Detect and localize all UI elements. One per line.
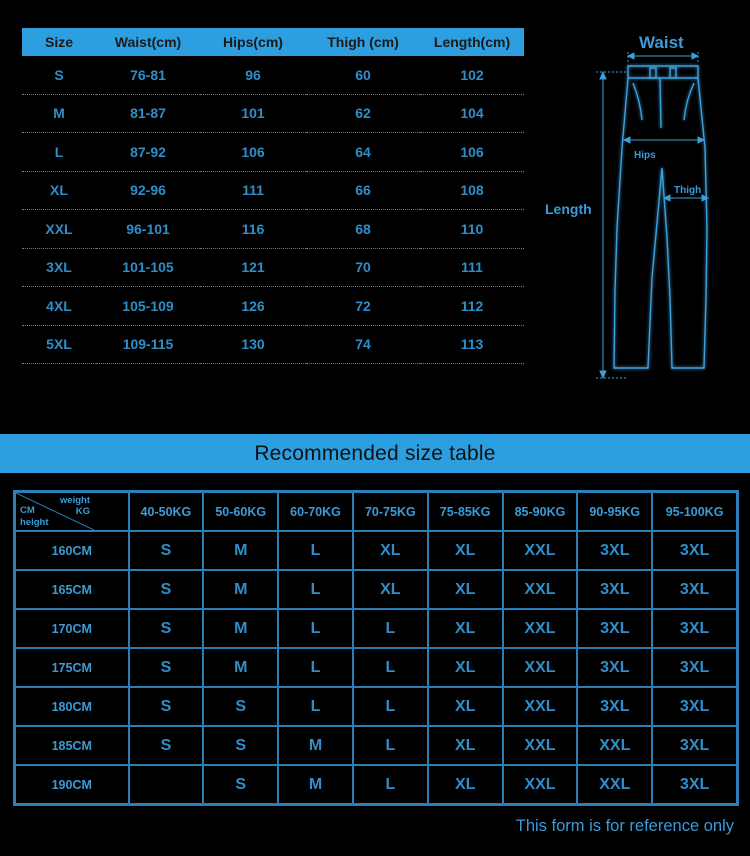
hips-label: Hips xyxy=(634,150,656,161)
corner-kg-label: KG xyxy=(75,506,90,517)
size-chart-table xyxy=(22,28,524,364)
size-cell: XXL xyxy=(22,210,96,249)
thigh-cell: 64 xyxy=(306,133,420,172)
recommended-size-cell: L xyxy=(353,609,428,648)
hips-cell: 111 xyxy=(200,171,306,210)
size-chart-row xyxy=(22,56,524,94)
recommended-size-cell: 3XL xyxy=(652,687,737,726)
recommended-size-cell: XXL xyxy=(503,765,578,804)
weight-column-header: 40-50KG xyxy=(129,492,204,531)
hips-cell: 121 xyxy=(200,248,306,287)
size-chart-row xyxy=(22,171,524,210)
size-cell: 4XL xyxy=(22,287,96,326)
height-row-header: 180CM xyxy=(15,687,129,726)
hips-cell: 96 xyxy=(200,56,306,94)
recommended-size-cell: M xyxy=(278,726,353,765)
recommended-size-cell: XL xyxy=(428,765,503,804)
header-length: Length(cm) xyxy=(420,28,524,56)
recommended-size-cell: 3XL xyxy=(577,531,652,570)
recommended-size-cell: 3XL xyxy=(577,687,652,726)
length-cell: 113 xyxy=(420,325,524,364)
recommended-size-cell: L xyxy=(278,687,353,726)
recommended-size-table xyxy=(13,490,739,806)
hips-cell: 101 xyxy=(200,94,306,133)
hips-cell: 130 xyxy=(200,325,306,364)
height-row-header: 190CM xyxy=(15,765,129,804)
thigh-cell: 74 xyxy=(306,325,420,364)
reference-footnote: This form is for reference only xyxy=(515,817,734,835)
recommended-size-cell: S xyxy=(203,765,278,804)
thigh-label: Thigh xyxy=(674,185,702,196)
recommended-row xyxy=(15,570,737,609)
height-row-header: 170CM xyxy=(15,609,129,648)
weight-column-header: 95-100KG xyxy=(652,492,737,531)
waist-cell: 76-81 xyxy=(96,56,200,94)
recommended-size-cell: S xyxy=(203,726,278,765)
recommended-size-cell: L xyxy=(278,570,353,609)
header-size: Size xyxy=(22,28,96,56)
recommended-size-cell: L xyxy=(353,648,428,687)
size-chart-row xyxy=(22,133,524,172)
recommended-size-cell: XL xyxy=(428,609,503,648)
recommended-size-cell: S xyxy=(129,687,204,726)
length-cell: 102 xyxy=(420,56,524,94)
size-cell: 3XL xyxy=(22,248,96,287)
recommended-row xyxy=(15,765,737,804)
size-cell: XL xyxy=(22,171,96,210)
recommended-size-cell: 3XL xyxy=(652,726,737,765)
weight-column-header: 75-85KG xyxy=(428,492,503,531)
recommended-size-cell: L xyxy=(278,531,353,570)
size-chart-row xyxy=(22,94,524,133)
weight-column-header: 50-60KG xyxy=(203,492,278,531)
recommended-size-cell: XXL xyxy=(503,609,578,648)
corner-cm-label: CM xyxy=(20,505,35,516)
corner-height-label: height xyxy=(20,517,49,528)
size-cell: 5XL xyxy=(22,325,96,364)
recommended-size-cell: 3XL xyxy=(652,765,737,804)
size-chart-row xyxy=(22,325,524,364)
recommended-size-cell: 3XL xyxy=(652,570,737,609)
recommended-size-cell: S xyxy=(129,570,204,609)
recommended-size-cell: M xyxy=(278,765,353,804)
height-row-header: 160CM xyxy=(15,531,129,570)
thigh-cell: 62 xyxy=(306,94,420,133)
weight-column-header: 70-75KG xyxy=(353,492,428,531)
size-chart-row xyxy=(22,287,524,326)
recommended-header-row xyxy=(15,492,737,531)
header-thigh: Thigh (cm) xyxy=(306,28,420,56)
height-row-header: 185CM xyxy=(15,726,129,765)
recommended-size-cell: S xyxy=(129,726,204,765)
waist-cell: 81-87 xyxy=(96,94,200,133)
header-hips: Hips(cm) xyxy=(200,28,306,56)
recommended-size-cell: M xyxy=(203,570,278,609)
thigh-cell: 68 xyxy=(306,210,420,249)
recommended-size-cell: L xyxy=(278,609,353,648)
waist-cell: 109-115 xyxy=(96,325,200,364)
waist-cell: 92-96 xyxy=(96,171,200,210)
recommended-size-cell: XL xyxy=(428,648,503,687)
recommended-size-cell: 3XL xyxy=(577,609,652,648)
corner-weight-label: weight xyxy=(59,495,90,506)
recommended-row xyxy=(15,609,737,648)
height-row-header: 175CM xyxy=(15,648,129,687)
waist-cell: 96-101 xyxy=(96,210,200,249)
recommended-size-cell: XL xyxy=(428,570,503,609)
thigh-cell: 66 xyxy=(306,171,420,210)
length-label: Length xyxy=(545,201,592,217)
recommended-size-cell: M xyxy=(203,531,278,570)
recommended-size-cell: 3XL xyxy=(652,609,737,648)
recommended-size-cell: S xyxy=(203,687,278,726)
size-cell: S xyxy=(22,56,96,94)
recommended-size-cell: XXL xyxy=(503,531,578,570)
header-waist: Waist(cm) xyxy=(96,28,200,56)
corner-cell xyxy=(15,492,129,531)
recommended-size-cell: XXL xyxy=(577,765,652,804)
recommended-size-cell: XL xyxy=(428,531,503,570)
recommended-size-cell: 3XL xyxy=(652,648,737,687)
hips-cell: 116 xyxy=(200,210,306,249)
size-chart-row xyxy=(22,210,524,249)
height-row-header: 165CM xyxy=(15,570,129,609)
recommended-size-cell: XL xyxy=(353,570,428,609)
recommended-size-cell: L xyxy=(353,726,428,765)
recommended-size-cell: S xyxy=(129,609,204,648)
length-cell: 112 xyxy=(420,287,524,326)
size-cell: M xyxy=(22,94,96,133)
recommended-size-cell: XL xyxy=(353,531,428,570)
recommended-size-cell: XXL xyxy=(503,570,578,609)
size-cell: L xyxy=(22,133,96,172)
waist-cell: 101-105 xyxy=(96,248,200,287)
length-cell: 106 xyxy=(420,133,524,172)
thigh-cell: 72 xyxy=(306,287,420,326)
recommended-size-cell: XL xyxy=(428,687,503,726)
recommended-size-cell xyxy=(129,765,204,804)
recommended-row xyxy=(15,687,737,726)
length-cell: 108 xyxy=(420,171,524,210)
recommended-size-cell: M xyxy=(203,609,278,648)
weight-column-header: 60-70KG xyxy=(278,492,353,531)
recommended-size-cell: XXL xyxy=(503,726,578,765)
recommended-size-cell: M xyxy=(203,648,278,687)
pants-measurement-diagram xyxy=(540,28,740,388)
recommended-size-cell: 3XL xyxy=(652,531,737,570)
weight-column-header: 90-95KG xyxy=(577,492,652,531)
length-cell: 104 xyxy=(420,94,524,133)
hips-cell: 106 xyxy=(200,133,306,172)
recommended-size-cell: L xyxy=(278,648,353,687)
thigh-cell: 70 xyxy=(306,248,420,287)
waist-cell: 105-109 xyxy=(96,287,200,326)
recommended-size-cell: XL xyxy=(428,726,503,765)
recommended-size-cell: XXL xyxy=(503,648,578,687)
recommended-banner xyxy=(0,434,750,473)
length-cell: 110 xyxy=(420,210,524,249)
recommended-size-cell: XXL xyxy=(503,687,578,726)
recommended-size-cell: 3XL xyxy=(577,570,652,609)
recommended-size-cell: S xyxy=(129,648,204,687)
length-cell: 111 xyxy=(420,248,524,287)
size-chart-header-row xyxy=(22,28,524,56)
recommended-size-cell: L xyxy=(353,687,428,726)
recommended-size-cell: XXL xyxy=(577,726,652,765)
weight-column-header: 85-90KG xyxy=(503,492,578,531)
recommended-size-cell: L xyxy=(353,765,428,804)
thigh-cell: 60 xyxy=(306,56,420,94)
recommended-size-cell: S xyxy=(129,531,204,570)
waist-label: Waist xyxy=(639,33,684,52)
size-chart-row xyxy=(22,248,524,287)
recommended-row xyxy=(15,648,737,687)
recommended-title: Recommended size table xyxy=(254,442,496,465)
hips-cell: 126 xyxy=(200,287,306,326)
recommended-size-cell: 3XL xyxy=(577,648,652,687)
waist-cell: 87-92 xyxy=(96,133,200,172)
recommended-row xyxy=(15,726,737,765)
recommended-row xyxy=(15,531,737,570)
